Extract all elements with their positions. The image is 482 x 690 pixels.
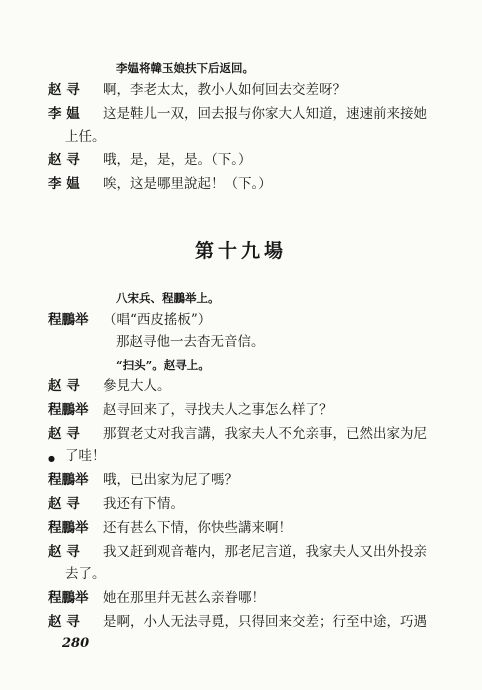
page-number: 280 [62,636,90,651]
stage-direction-text: 李媪将韓玉娘扶下后返回。 [116,61,254,75]
dialogue-text: 上任。 [65,129,106,145]
dialogue-text: 去了。 [65,566,106,582]
dialogue-text: 我又赶到观音菴内，那老尼言道，我家夫人又出外投亲 [103,544,427,560]
speaker-name: 李 媪 [48,176,80,192]
dialogue-text: 唉，这是哪里說起！（下。） [103,176,272,192]
speaker-name: 赵 寻 [48,496,80,512]
stage-direction-text: “扫头”。赵寻上。 [116,358,210,372]
speaker-name: 赵 寻 [48,152,80,168]
dialogue-text: 赵寻回来了，寻找夫人之事怎么样了？ [103,402,333,418]
dialogue-text: 啊，李老太太，教小人如何回去交差呀？ [103,82,346,98]
dialogue-text: 她在那里幷无甚么亲眷哪！ [103,590,265,606]
ink-dot-mark: ● [48,454,55,463]
speaker-name: 赵 寻 [48,544,80,560]
verse-text: 那赵寻他一去杳无音信。 [116,334,265,350]
speaker-name: 程鵬举 [48,472,89,488]
dialogue-text: 还有甚么下情，你快些講来啊！ [103,520,292,536]
speaker-name: 程鵬举 [48,520,89,536]
dialogue-text: 參見大人。 [103,378,171,394]
speaker-name: 赵 寻 [48,82,80,98]
dialogue-text: 了哇！ [65,448,106,464]
dialogue-text: 是啊，小人无法寻覓，只得回来交差；行至中途，巧遇 [103,614,427,630]
dialogue-text: 这是鞋儿一双，回去报与你家大人知道，速速前来接她 [103,106,427,122]
speaker-name: 程鵬举 [48,590,89,606]
dialogue-text: 哦，是，是，是。（下。） [103,152,252,168]
speaker-name: 程鵬举 [48,312,89,328]
dialogue-text: 哦，已出家为尼了嗎？ [103,472,238,488]
dialogue-text: 我还有下情。 [103,496,184,512]
speaker-name: 赵 寻 [48,614,80,630]
speaker-name: 程鵬举 [48,402,89,418]
speaker-name: 赵 寻 [48,426,80,442]
stage-direction-text: 八宋兵、程鵬举上。 [116,291,220,305]
dialogue-text: 那賀老丈对我言講，我家夫人不允亲事，已然出家为尼 [103,426,427,442]
scene-title: 第十九場 [194,240,287,262]
speaker-name: 赵 寻 [48,378,80,394]
speaker-name: 李 媪 [48,106,80,122]
dialogue-text: （唱“西皮搖板”） [103,312,212,328]
